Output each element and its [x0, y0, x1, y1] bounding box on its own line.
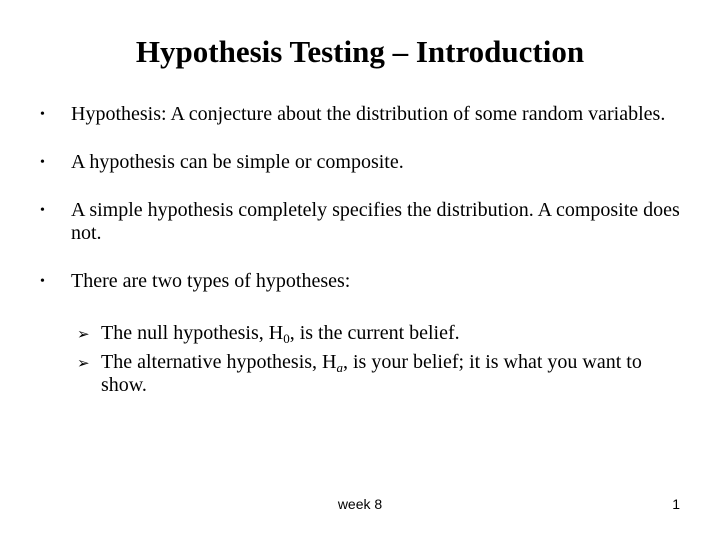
bullet-dot-icon: • — [40, 274, 45, 289]
subscript-zero: 0 — [283, 331, 290, 346]
sub-bullet-text-after: , is your belief; it is what you want to show. — [101, 351, 642, 396]
bullet-list — [38, 103, 688, 318]
bullet-text: Hypothesis: A conjecture about the distribution of some random variables. — [71, 103, 666, 125]
slide-title: Hypothesis Testing – Introduction — [135, 34, 585, 69]
bullet-text: A hypothesis can be simple or composite. — [71, 151, 404, 173]
bullet-item — [38, 199, 688, 245]
bullet-dot-icon: • — [40, 203, 45, 218]
sub-bullet-alternative-hypothesis — [77, 351, 687, 397]
bullet-text: A simple hypothesis completely specifies the distribution. A composite does not. — [71, 199, 680, 244]
sub-bullet-text-before: The alternative hypothesis, H — [101, 351, 337, 373]
bullet-text: There are two types of hypotheses: — [71, 270, 351, 292]
footer-week-label: week 8 — [337, 496, 383, 512]
sub-bullet-text-after: , is the current belief. — [289, 322, 460, 344]
bullet-item — [38, 270, 688, 293]
bullet-item — [38, 103, 688, 126]
bullet-dot-icon: • — [40, 155, 45, 170]
subscript-a: a — [336, 360, 343, 375]
arrow-bullet-icon: ➢ — [77, 325, 90, 343]
sub-bullet-null-hypothesis — [77, 322, 687, 345]
bullet-dot-icon: • — [40, 107, 45, 122]
sub-bullet-list — [77, 322, 687, 403]
sub-bullet-text-before: The null hypothesis, H — [101, 322, 284, 344]
arrow-bullet-icon: ➢ — [77, 354, 90, 372]
bullet-item — [38, 151, 688, 174]
footer-page-number: 1 — [672, 496, 680, 512]
